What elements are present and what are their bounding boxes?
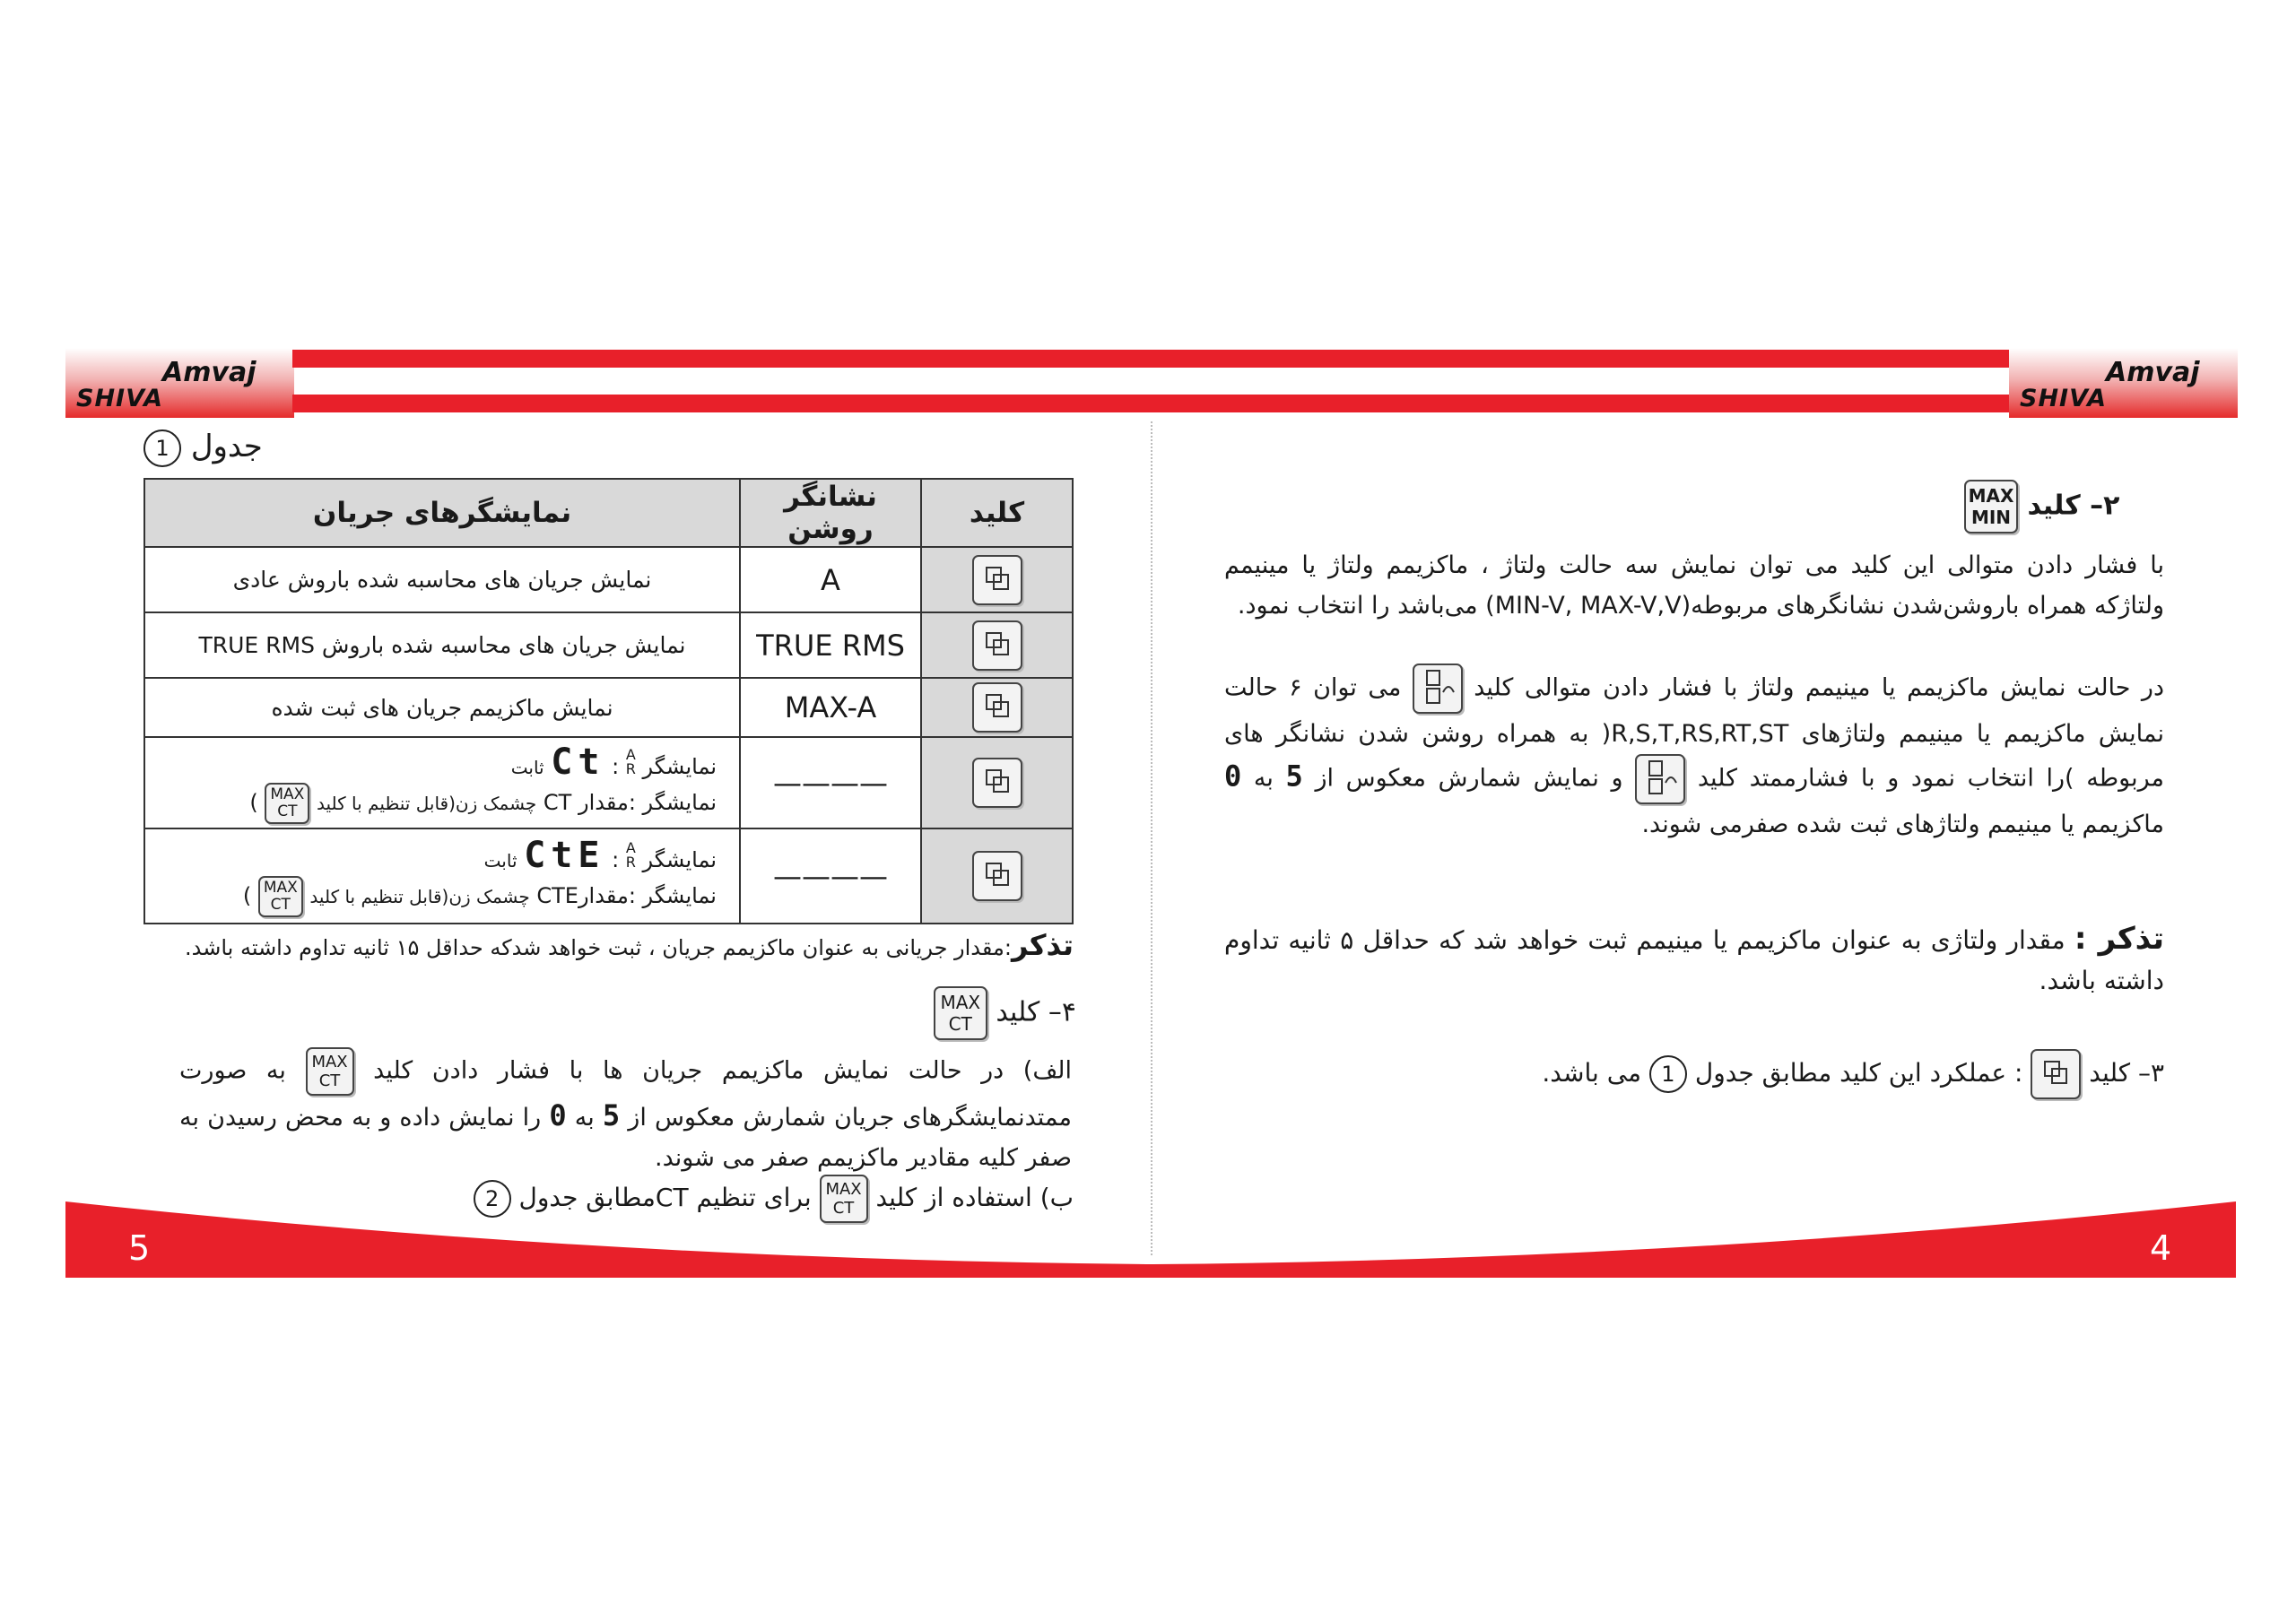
- header-bar-top: [292, 350, 2009, 368]
- sec4-title: ۴– کلید MAX CT: [897, 986, 1076, 1040]
- overlap-squares-icon: [972, 682, 1022, 733]
- footer-band: [65, 1193, 2236, 1278]
- page-number-left: 5: [128, 1228, 151, 1268]
- sec3-line: ۳– کلید : عملکرد این کلید مطابق جدول 1 می باشد.: [1498, 1049, 2164, 1099]
- col-key: کلید: [921, 479, 1073, 547]
- max-min-key-icon: MAX MIN: [1964, 480, 2018, 533]
- left-note: تذکر:مقدار جریانی به عنوان ماکزیمم جریان ، ثبت خواهد شدکه حداقل ۱۵ ثانیه تداوم داشته باشد.: [185, 928, 1074, 962]
- current-display-table: [144, 478, 1074, 924]
- sec2-paragraph-1: با فشار دادن متوالی این کلید می توان نمایش سه حالت ولتاژ ، ماکزیمم ولتاژ یا مینیمم ولتاژکه همراه باروشن‌شدن نشانگرهای مربوطه(MIN-V, MAX-V,V) می‌باشد را انتخاب نمود.: [1224, 551, 2164, 620]
- overlap-squares-icon: [972, 851, 1022, 901]
- table-row: نمایش ماکزیمم جریان های ثبت شده MAX-A: [144, 678, 1073, 737]
- sec2-paragraph-2: در حالت نمایش ماکزیمم یا مینیمم ولتاژ با فشار دادن متوالی کلید می توان ۶ حالت نمایش ماکزیمم یا مینیمم ولتاژهای R,S,T,RS,RT,ST( به همراه روشن شدن نشانگر های مربوطه )را انتخاب نمود و با فشارممتد کلید و نمایش شمارش معکوس از 5 به 0 ماکزیمم یا مینیمم ولتاژهای ثبت شده صفرمی شوند.: [1224, 664, 2164, 845]
- table-row: نمایش جریان های محاسبه شده باروش عادی A: [144, 547, 1073, 612]
- col-desc: نمایشگرهای جریان: [144, 479, 740, 547]
- max-ct-key-icon: MAX CT: [820, 1175, 868, 1223]
- table-row: نمایشگر A R : Ct ثابت نمایشگر :مقدار CT چشمک زن(قابل تنظیم با کلید MAX CT ) ————: [144, 737, 1073, 828]
- sec4-line-b: ب) استفاده از کلید MAX CT برای تنظیم CTمطابق جدول 2: [448, 1175, 1074, 1223]
- max-ct-key-icon: MAX CT: [306, 1047, 354, 1096]
- header-bar-bottom: [292, 395, 2009, 412]
- overlap-squares-icon: [972, 555, 1022, 605]
- page-number-right: 4: [2150, 1228, 2172, 1268]
- max-ct-key-icon: MAX CT: [258, 876, 303, 917]
- sec2-title: ۲– کلید MAX MIN: [1964, 480, 2119, 533]
- phase-select-icon: [1413, 664, 1463, 714]
- overlap-squares-icon: [2031, 1049, 2081, 1099]
- overlap-squares-icon: [972, 620, 1022, 671]
- phase-select-icon: [1635, 754, 1685, 804]
- right-note: تذکر : مقدار ولتاژی به عنوان ماکزیمم یا مینیمم ثبت خواهد شد که حداقل ۵ ثانیه تداوم داشته باشد.: [1224, 921, 2164, 995]
- overlap-squares-icon: [972, 758, 1022, 808]
- max-ct-key-icon: MAX CT: [934, 986, 987, 1040]
- col-ind: نشانگر روشن: [740, 479, 921, 547]
- page-divider: [1151, 421, 1152, 1255]
- table-row: نمایشگر A R : CtE ثابت نمایشگر :مقدارCTE چشمک زن(قابل تنظیم با کلید MAX CT ) ————: [144, 828, 1073, 924]
- logo-right: Amvaj SHIVA: [2009, 348, 2238, 418]
- logo-left: Amvaj SHIVA: [65, 348, 294, 418]
- sec4-paragraph-a: الف) در حالت نمایش ماکزیمم جریان ها با فشار دادن کلید MAX CT به صورت ممتدنمایشگرهای جریان شمارش معکوس از 5 به 0 را نمایش داده و به محض رسیدن به صفر کلیه مقادیر ماکزیمم صفر می شوند.: [179, 1047, 1072, 1178]
- table-title: جدول 1: [144, 429, 263, 467]
- table-row: نمایش جریان های محاسبه شده باروش TRUE RMS TRUE RMS: [144, 612, 1073, 678]
- max-ct-key-icon: MAX CT: [265, 783, 309, 824]
